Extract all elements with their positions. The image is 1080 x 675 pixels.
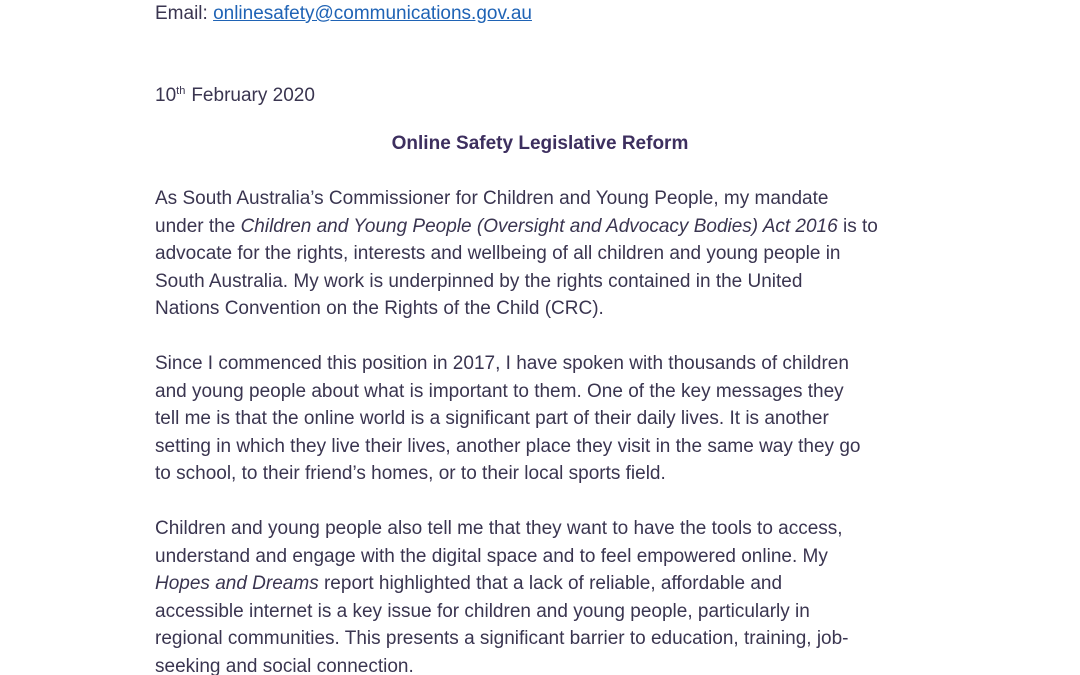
text-segment: is to (837, 215, 878, 237)
paragraph-line: regional communities. This presents a significant barrier to education, training, job- (155, 628, 849, 649)
paragraph-3 (155, 515, 935, 675)
email-link[interactable]: onlinesafety@communications.gov.au (213, 3, 532, 24)
paragraph-line: Children and young people also tell me that they want to have the tools to access, (155, 518, 843, 539)
date-suffix: th (176, 85, 186, 97)
report-title: Hopes and Dreams (155, 573, 319, 594)
act-title: Children and Young People (Oversight and Advocacy Bodies) Act 2016 (240, 215, 838, 237)
paragraph-line: understand and engage with the digital space and to feel empowered online. My (155, 545, 828, 567)
paragraph-line: to school, to their friend’s homes, or to their local sports field. (155, 463, 666, 484)
paragraph-line: tell me is that the online world is a significant part of their daily lives. It is another (155, 408, 829, 429)
paragraph-line: South Australia. My work is underpinned by the rights contained in the United (155, 270, 803, 292)
text-segment: under the (155, 215, 241, 237)
email-line (155, 0, 532, 28)
email-label: Email: (155, 3, 214, 24)
paragraph-line: Nations Convention on the Rights of the Child (CRC). (155, 298, 604, 319)
letter-title: Online Safety Legislative Reform (391, 133, 689, 154)
date-rest: February 2020 (191, 85, 315, 106)
paragraph-line: Since I commenced this position in 2017, I have spoken with thousands of children (155, 353, 849, 374)
paragraph-line: seeking and social connection. (155, 655, 414, 675)
paragraph-line: advocate for the rights, interests and wellbeing of all children and young people in (155, 243, 841, 264)
date-day: 10 (155, 85, 177, 106)
paragraph-line: As South Australia’s Commissioner for Children and Young People, my mandate (155, 188, 829, 209)
paragraph-1 (155, 185, 935, 323)
paragraph-2 (155, 350, 935, 488)
paragraph-line: and young people about what is important to them. One of the key messages they (155, 380, 844, 402)
paragraph-line: accessible internet is a key issue for children and young people, particularly in (155, 600, 810, 622)
letter-date (155, 82, 315, 110)
paragraph-line (155, 213, 935, 241)
paragraph-line: setting in which they live their lives, another place they visit in the same way they go (155, 435, 861, 457)
text-segment: report highlighted that a lack of reliable, affordable and (318, 573, 783, 594)
paragraph-line (155, 570, 935, 598)
